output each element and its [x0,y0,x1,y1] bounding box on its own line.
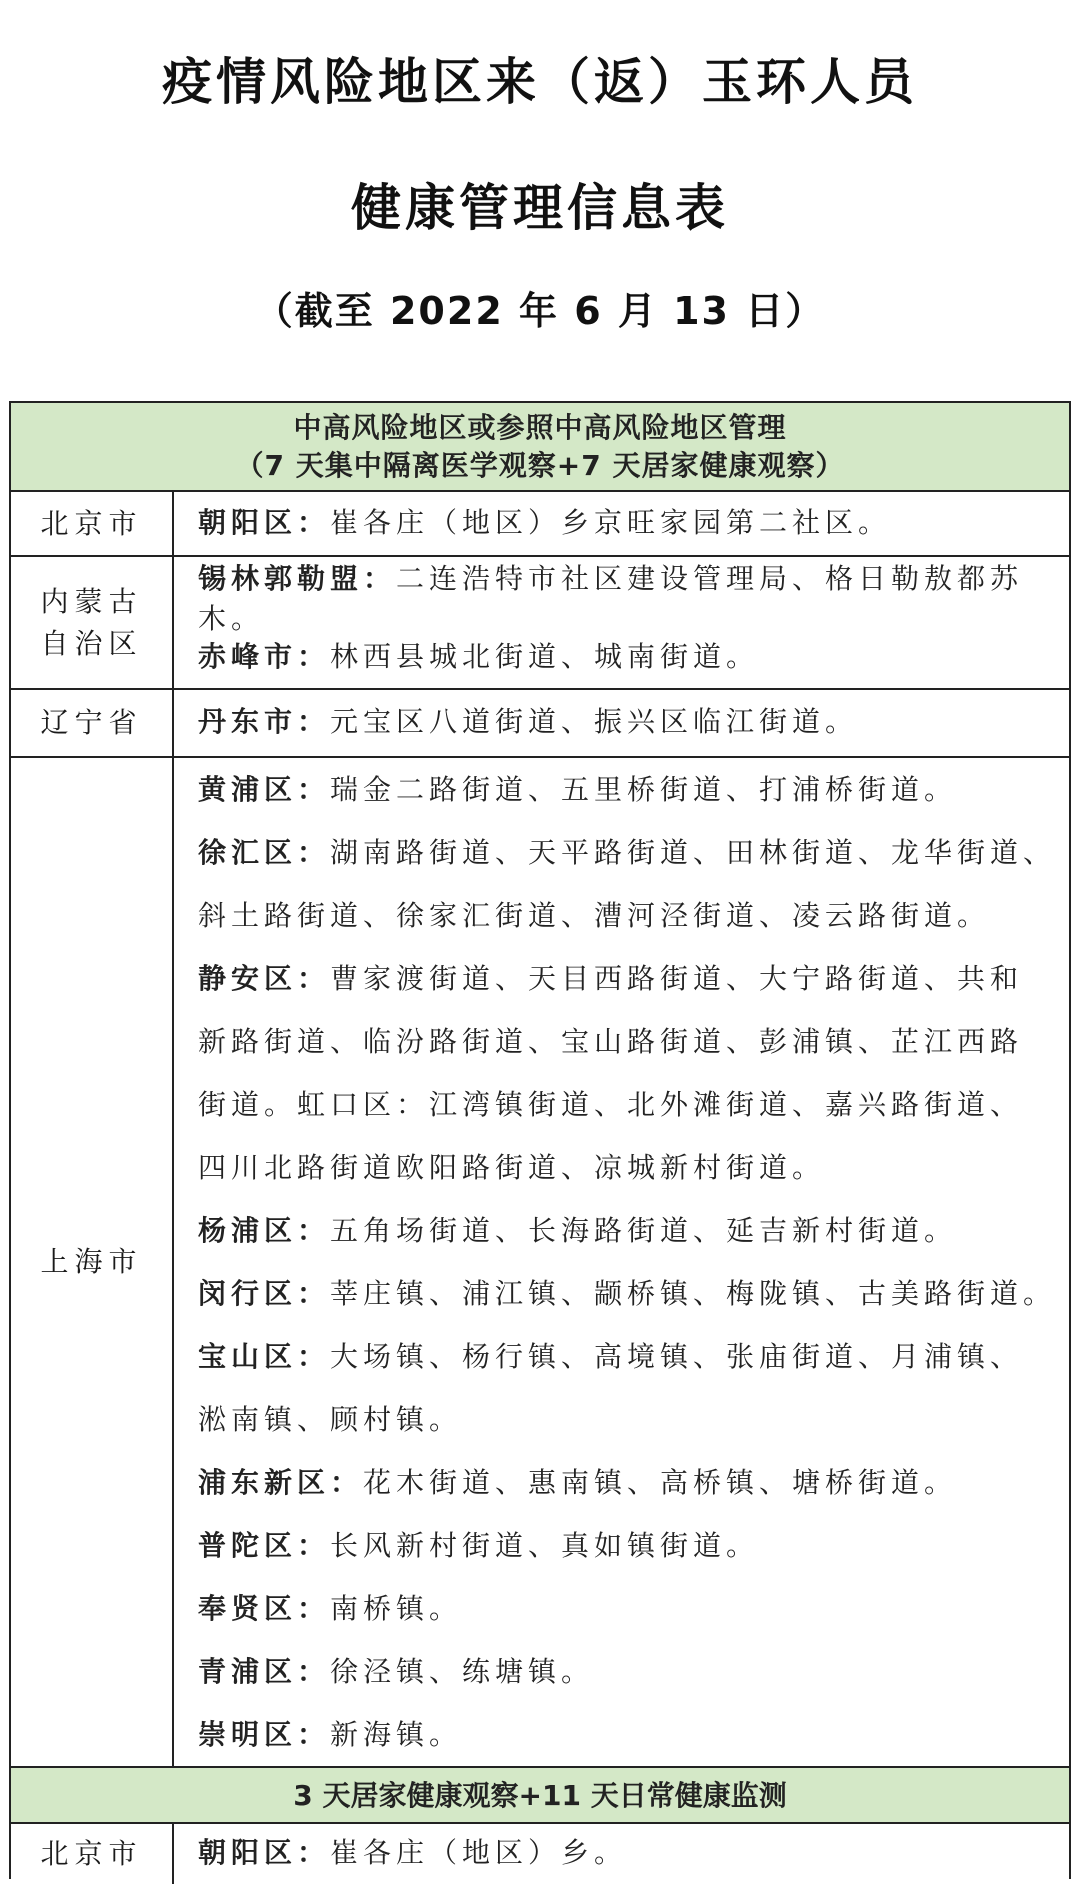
area-text: 大场镇、杨行镇、高境镇、张庙街道、月浦镇、 [330,1340,1024,1373]
area-text: 湖南路街道、天平路街道、田林街道、龙华街道、 [330,836,1057,869]
document-title-line2: 健康管理信息表 [351,179,729,237]
area-text: 长风新村街道、真如镇街道。 [330,1529,760,1562]
area-line [198,1836,627,1869]
document-date: （截至 2022 年 6 月 13 日） [254,289,826,333]
district-label: 静安区： [198,962,331,995]
table-row-liaoning [11,690,1069,758]
table-row-beijing [11,492,1069,557]
area-text: 元宝区八道街道、振兴区临江街道。 [330,705,859,738]
area-line [198,758,1057,821]
section2-header: 3 天居家健康观察+11 天日常健康监测 [11,1768,1069,1824]
district-label: 杨浦区： [198,1214,331,1247]
area-line [198,1199,1057,1262]
area-line [198,1325,1057,1388]
area-text: 新海镇。 [330,1718,463,1751]
province-line: 自治区 [40,626,143,660]
district-label: 崇明区： [198,1718,331,1751]
area-line [198,637,1057,677]
area-line [198,1577,1057,1640]
district-label: 丹东市： [198,705,331,738]
area-line: 木。 [198,602,265,635]
area-line [198,947,1057,1010]
area-text: 瑞金二路街道、五里桥街道、打浦桥街道。 [330,773,958,806]
area-line [198,1640,1057,1703]
area-text: 林西县城北街道、城南街道。 [330,640,760,673]
area-text: 二连浩特市社区建设管理局、格日勒敖都苏 [396,562,1024,595]
section1-heading1: 中高风险地区或参照中高风险地区管理 [293,411,787,444]
area-line [198,821,1057,884]
area-line [198,1703,1057,1766]
section1-header [11,403,1069,492]
area-text: 花木街道、惠南镇、高桥镇、塘桥街道。 [363,1466,958,1499]
area-line [198,1451,1057,1514]
area-text: 莘庄镇、浦江镇、颛桥镇、梅陇镇、古美路街道。 [330,1277,1057,1310]
area-line: 新路街道、临汾路街道、宝山路街道、彭浦镇、芷江西路 [198,1025,1024,1058]
area-text: 崔各庄（地区）乡。 [330,1836,628,1869]
area-text: 崔各庄（地区）乡京旺家园第二社区。 [330,506,892,539]
area-line [198,705,858,738]
province-line: 内蒙古 [40,584,143,618]
area-line: 街道。虹口区：江湾镇街道、北外滩街道、嘉兴路街道、 [198,1088,1024,1121]
district-label: 浦东新区： [198,1466,364,1499]
province-cell: 上海市 [11,758,174,1766]
area-text: 曹家渡街道、天目西路街道、大宁路街道、共和 [330,962,1024,995]
area-cell [174,758,1069,1766]
table-row-shanghai [11,758,1069,1768]
area-line: 淞南镇、顾村镇。 [198,1403,463,1436]
area-line [198,559,1057,599]
area-line: 四川北路街道欧阳路街道、凉城新村街道。 [198,1151,826,1184]
district-label: 闵行区： [198,1277,331,1310]
area-line [198,506,891,539]
province-cell: 北京市 [11,1824,174,1884]
area-text: 徐泾镇、练塘镇。 [330,1655,595,1688]
district-label: 奉贤区： [198,1592,331,1625]
area-text: 五角场街道、长海路街道、延吉新村街道。 [330,1214,958,1247]
area-line [198,1514,1057,1577]
info-table [9,401,1071,1879]
province-cell: 辽宁省 [11,690,174,756]
province-cell [11,557,174,688]
district-label: 徐汇区： [198,836,331,869]
area-text: 南桥镇。 [330,1592,463,1625]
area-line: 斜土路街道、徐家汇街道、漕河泾街道、凌云路街道。 [198,899,991,932]
district-label: 赤峰市： [198,640,331,673]
district-label: 宝山区： [198,1340,331,1373]
area-cell [174,492,1069,555]
district-label: 普陀区： [198,1529,331,1562]
section1-heading2: （7 天集中隔离医学观察+7 天居家健康观察） [235,449,845,482]
table-row-inner-mongolia [11,557,1069,690]
area-cell [174,557,1069,688]
district-label: 青浦区： [198,1655,331,1688]
area-line [198,1262,1057,1325]
district-label: 朝阳区： [198,1836,331,1869]
area-cell [174,1824,1069,1884]
province-cell: 北京市 [11,492,174,555]
area-cell [174,690,1069,756]
table-row-beijing-section2 [11,1824,1069,1884]
document-title-line1: 疫情风险地区来（返）玉环人员 [162,53,918,111]
district-label: 锡林郭勒盟： [198,562,397,595]
district-label: 黄浦区： [198,773,331,806]
district-label: 朝阳区： [198,506,331,539]
